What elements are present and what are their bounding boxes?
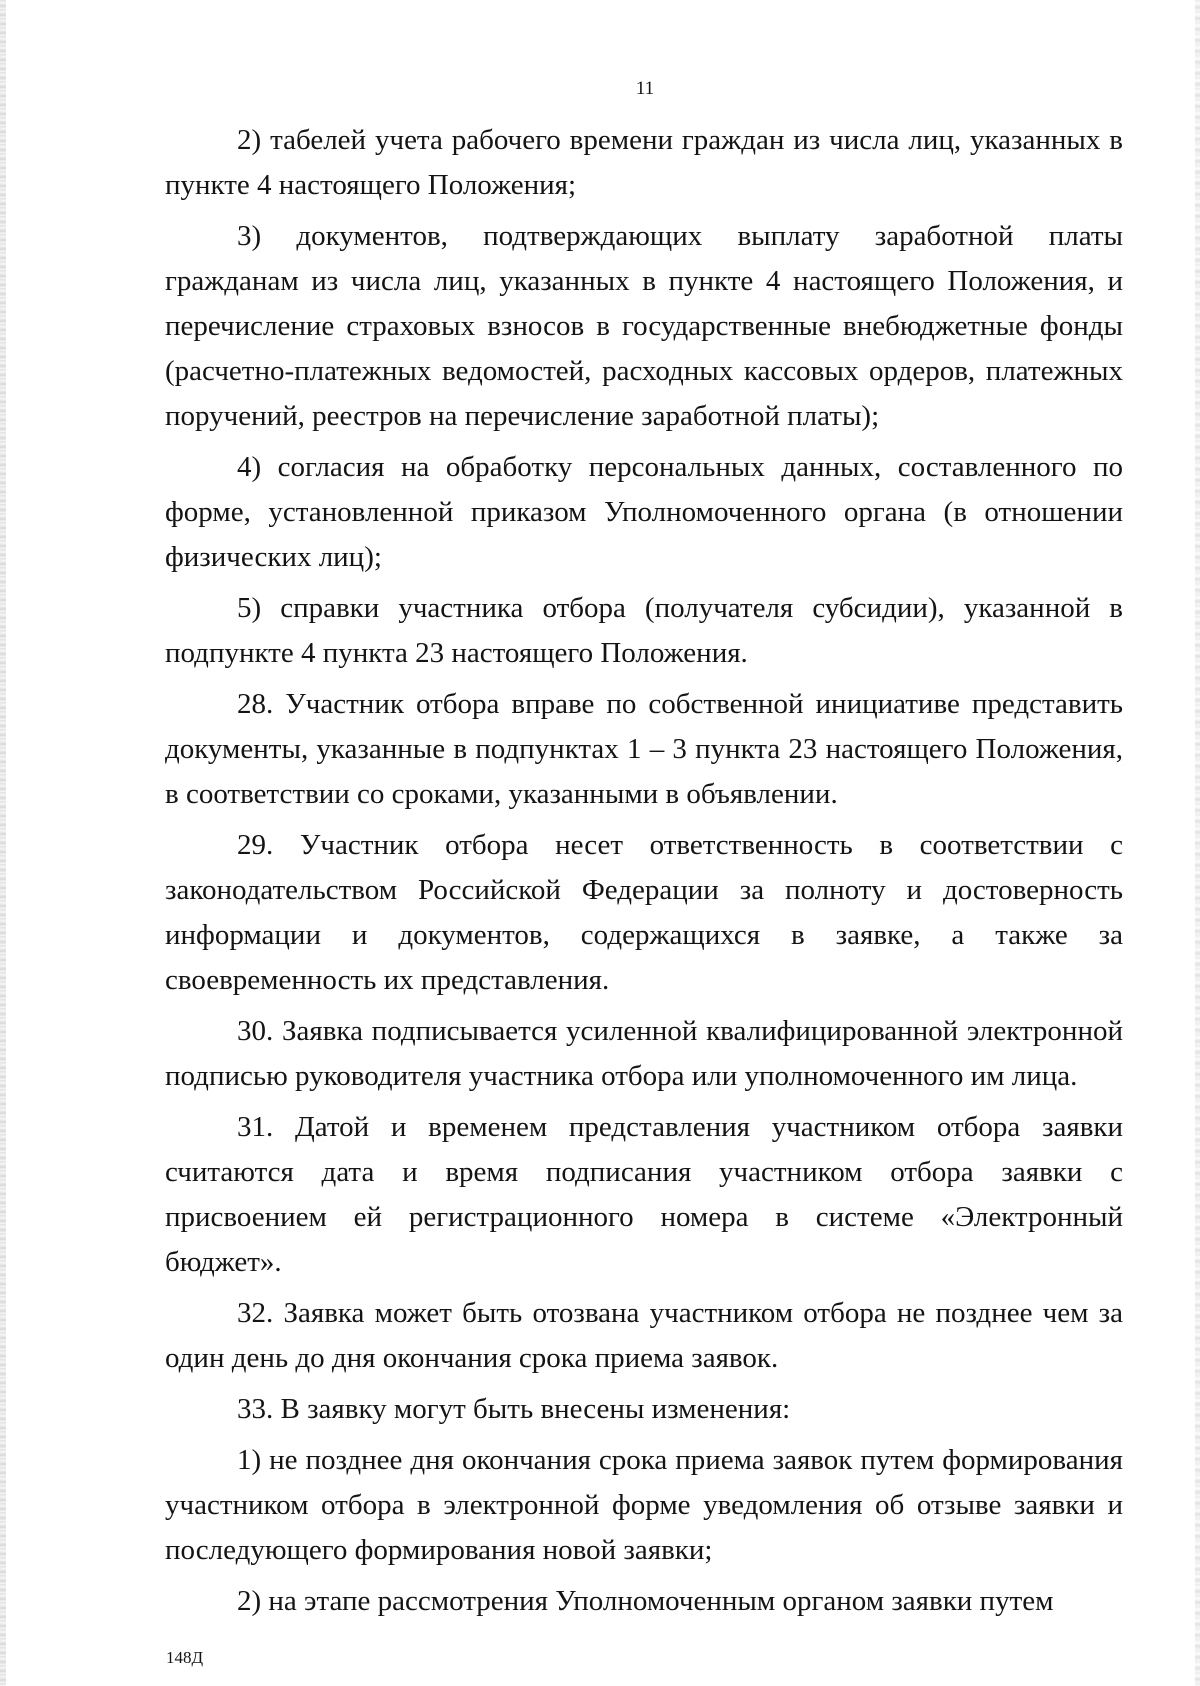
- paragraph-clause-28: 28. Участник отбора вправе по собственной инициативе представить документы, указанные в подпунктах 1 – 3 пункта 23 настоящего Положения, в соответствии со сроками, указанными в объявлении.: [165, 688, 1123, 810]
- document-code: 148Д: [166, 1648, 204, 1667]
- paragraph-clause-32: 32. Заявка может быть отозвана участником отбора не позднее чем за один день до дня окончания срока приема заявок.: [165, 1297, 1123, 1374]
- paragraph-item-5: 5) справки участника отбора (получателя субсидии), указанной в подпункте 4 пункта 23 настоящего Положения.: [165, 592, 1123, 669]
- paragraph-item-2: 2) табелей учета рабочего времени граждан из числа лиц, указанных в пункте 4 настоящего Положения;: [165, 124, 1123, 201]
- paragraph-clause-33: 33. В заявку могут быть внесены изменения:: [237, 1393, 791, 1425]
- scan-border-right: [1195, 0, 1200, 1686]
- paragraph-item-4: 4) согласия на обработку персональных данных, составленного по форме, установленной приказом Уполномоченного органа (в отношении физических лиц);: [165, 451, 1123, 573]
- document-body: [165, 118, 1123, 1630]
- paragraph-clause-30: 30. Заявка подписывается усиленной квалифицированной электронной подписью руководителя участника отбора или уполномоченного им лица.: [165, 1015, 1123, 1092]
- paragraph-clause-31: 31. Датой и временем представления участником отбора заявки считаются дата и время подписания участником отбора заявки с присвоением ей регистрационного номера в системе «Электронный бюджет».: [165, 1111, 1123, 1278]
- scan-border-left: [0, 0, 6, 1686]
- paragraph-clause-29: 29. Участник отбора несет ответственность в соответствии с законодательством Российской Федерации за полноту и достоверность информации и документов, содержащихся в заявке, а также за своевременность их представления.: [165, 829, 1123, 996]
- page-number: 11: [635, 78, 655, 99]
- paragraph-item-3: 3) документов, подтверждающих выплату заработной платы гражданам из числа лиц, указанных в пункте 4 настоящего Положения, и перечисление страховых взносов в государственные внебюджетные фонды (расчетно-платежных ведомостей, расходных кассовых ордеров, платежных поручений, реестров на перечисление заработной платы);: [165, 220, 1123, 432]
- paragraph-clause-33-item-2: 2) на этапе рассмотрения Уполномоченным органом заявки путем: [237, 1585, 1054, 1617]
- paragraph-clause-33-item-1: 1) не позднее дня окончания срока приема заявок путем формирования участником отбора в электронной форме уведомления об отзыве заявки и последующего формирования новой заявки;: [165, 1444, 1123, 1566]
